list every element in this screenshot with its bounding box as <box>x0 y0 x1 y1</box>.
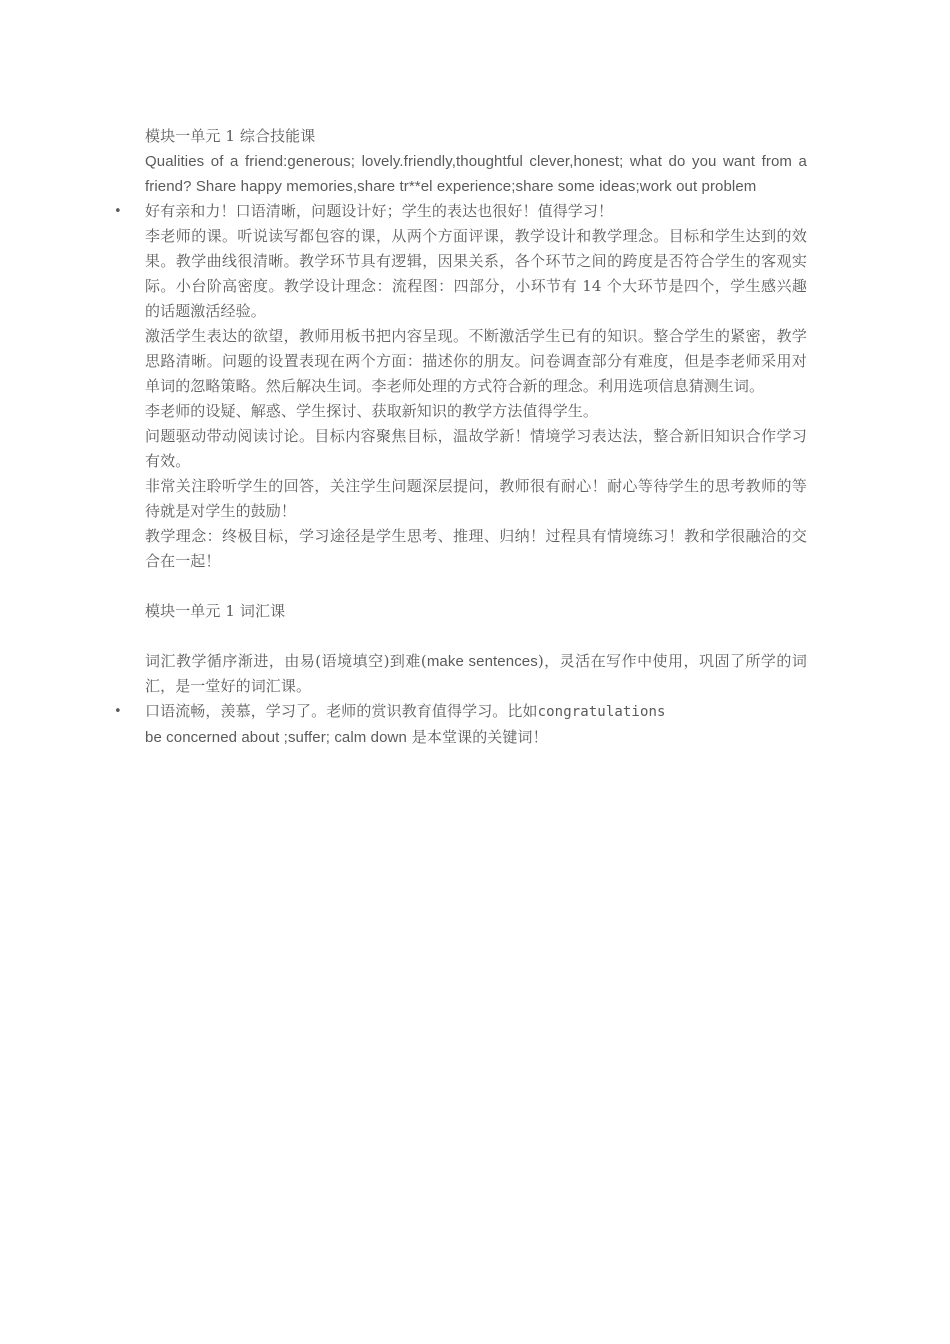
section-heading-integrated-skills: 模块一单元 1 综合技能课 <box>145 127 316 145</box>
vocab-text-part2: )，灵活在写作中使用，巩固了所学的词汇，是一堂好的词汇课。 <box>145 652 807 695</box>
key-words-latin: be concerned about ;suffer; calm down <box>145 729 407 746</box>
bullet-item-fluency <box>114 699 807 725</box>
bullet-item-comment <box>114 199 807 224</box>
paragraph-teaching-method: 李老师的设疑、解惑、学生探讨、获取新知识的教学方法值得学生。 <box>145 402 599 420</box>
bullet-icon: • <box>114 204 122 219</box>
fluency-text-cn: 口语流畅，羡慕，学习了。老师的赏识教育值得学习。比如 <box>145 702 538 720</box>
paragraph-activate-expression: 激活学生表达的欲望，教师用板书把内容呈现。不断激活学生已有的知识。整合学生的紧密，教学思路清晰。问题的设置表现在两个方面：描述你的朋友。问卷调查部分有难度，但是李老师采用对单词的忽略策略。然后解决生词。李老师处理的方式符合新的理念。利用选项信息猜测生词。 <box>145 327 807 395</box>
vocab-text-part1: 词汇教学循序渐进，由易(语境填空)到难( <box>145 652 427 670</box>
vocab-text-latin: make sentences <box>426 653 538 670</box>
paragraph-patience: 非常关注聆听学生的回答，关注学生问题深层提问，教师很有耐心！耐心等待学生的思考教师的等待就是对学生的鼓励！ <box>145 477 807 520</box>
paragraph-question-driven: 问题驱动带动阅读讨论。目标内容聚焦目标，温故学新！情境学习表达法，整合新旧知识合作学习有效。 <box>145 427 807 470</box>
spacer <box>145 624 807 649</box>
bullet-comment-text: 好有亲和力！口语清晰，问题设计好；学生的表达也很好！值得学习！ <box>145 202 614 220</box>
bullet-icon: • <box>114 704 122 719</box>
fluency-text-mono: congratulations <box>537 704 666 720</box>
section-heading-vocabulary: 模块一单元 1 词汇课 <box>145 602 286 620</box>
paragraph-lesson-review: 李老师的课。听说读写都包容的课，从两个方面评课，教学设计和教学理念。目标和学生达到的效果。教学曲线很清晰。教学环节具有逻辑，因果关系，各个环节之间的跨度是否符合学生的客观实际。小台阶高密度。教学设计理念：流程图：四部分，小环节有 14 个大环节是四个，学生感兴趣的话题激活经验。 <box>145 227 807 320</box>
bullet-fluency-text <box>145 699 807 725</box>
spacer <box>145 574 807 599</box>
key-words-cn: 是本堂课的关键词！ <box>406 728 548 746</box>
paragraph-vocabulary-teaching <box>145 649 807 699</box>
key-words-line <box>145 725 807 750</box>
paragraph-teaching-philosophy: 教学理念：终极目标，学习途径是学生思考、推理、归纳！过程具有情境练习！教和学很融洽的交合在一起！ <box>145 527 807 570</box>
friend-qualities-line: Qualities of a friend:generous; lovely.friendly,thoughtful clever,honest; what do you want from a friend? Share happy memories,share tr**el experience;share some ideas;work out problem <box>145 153 807 195</box>
document-content <box>114 124 807 750</box>
